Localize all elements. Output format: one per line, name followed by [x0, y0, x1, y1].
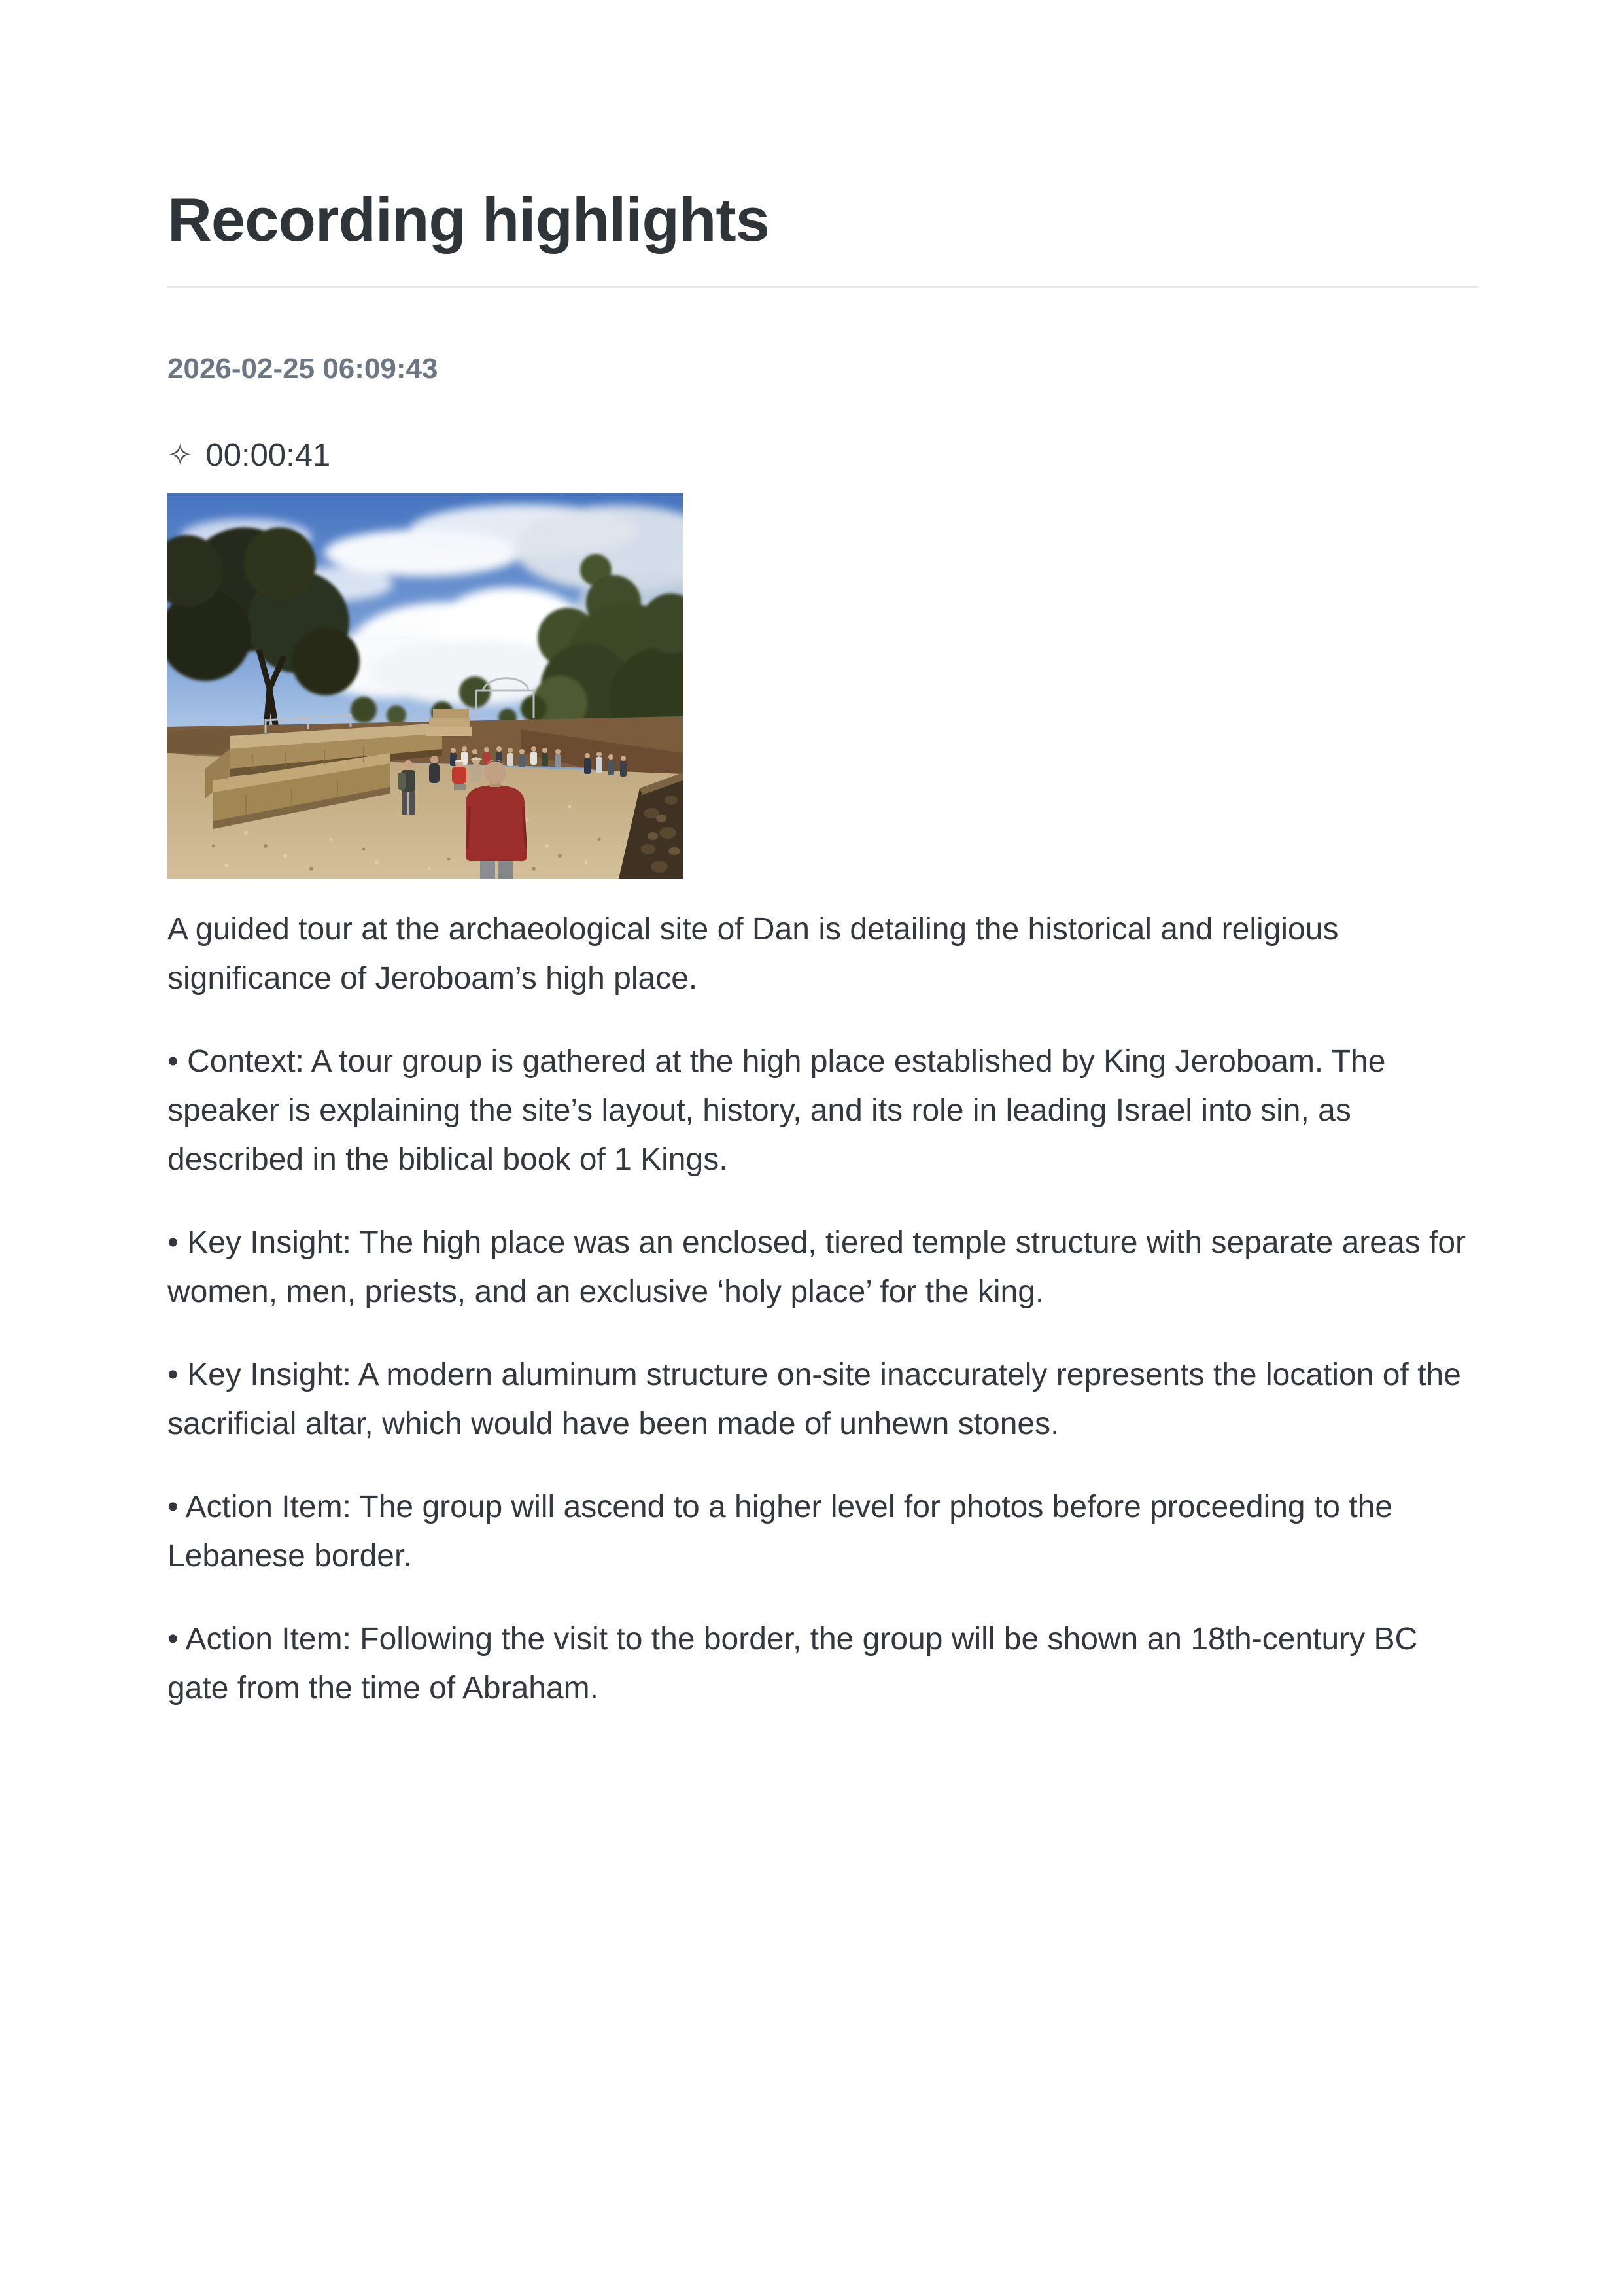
bullet-key-insight-1: • Key Insight: The high place was an enclosed, tiered temple structure with separate areas for women, men, priests, and an exclusive ‘holy place’ for the king. [167, 1225, 1466, 1309]
bullet-action-item-2: • Action Item: Following the visit to the border, the group will be shown an 18th-century BC gate from the time of Abraham. [167, 1622, 1418, 1706]
page-title: Recording highlights [167, 185, 769, 254]
sparkle-icon: ✧ [167, 437, 193, 472]
document-content [167, 0, 1478, 1713]
site-photo-illustration [167, 493, 683, 879]
time-marker [167, 436, 1478, 475]
bullet-action-item-1: • Action Item: The group will ascend to a higher level for photos before proceeding to the Lebanese border. [167, 1490, 1393, 1573]
bullet-key-insight-2: • Key Insight: A modern aluminum structure on-site inaccurately represents the location of the sacrificial altar, which would have been made of unhewn stones. [167, 1358, 1461, 1441]
site-photo [167, 493, 683, 879]
bullet-context: • Context: A tour group is gathered at the high place established by King Jeroboam. The speaker is explaining the site’s layout, history, and its role in leading Israel into sin, as described in the biblical book of 1 Kings. [167, 1044, 1386, 1177]
highlights-body [167, 905, 1478, 1713]
recording-date: 2026-02-25 06:09:43 [167, 353, 438, 385]
time-marker-value: 00:00:41 [205, 438, 331, 473]
summary-paragraph: A guided tour at the archaeological site of Dan is detailing the historical and religious significance of Jeroboam’s high place. [167, 912, 1339, 996]
title-divider [167, 286, 1478, 288]
